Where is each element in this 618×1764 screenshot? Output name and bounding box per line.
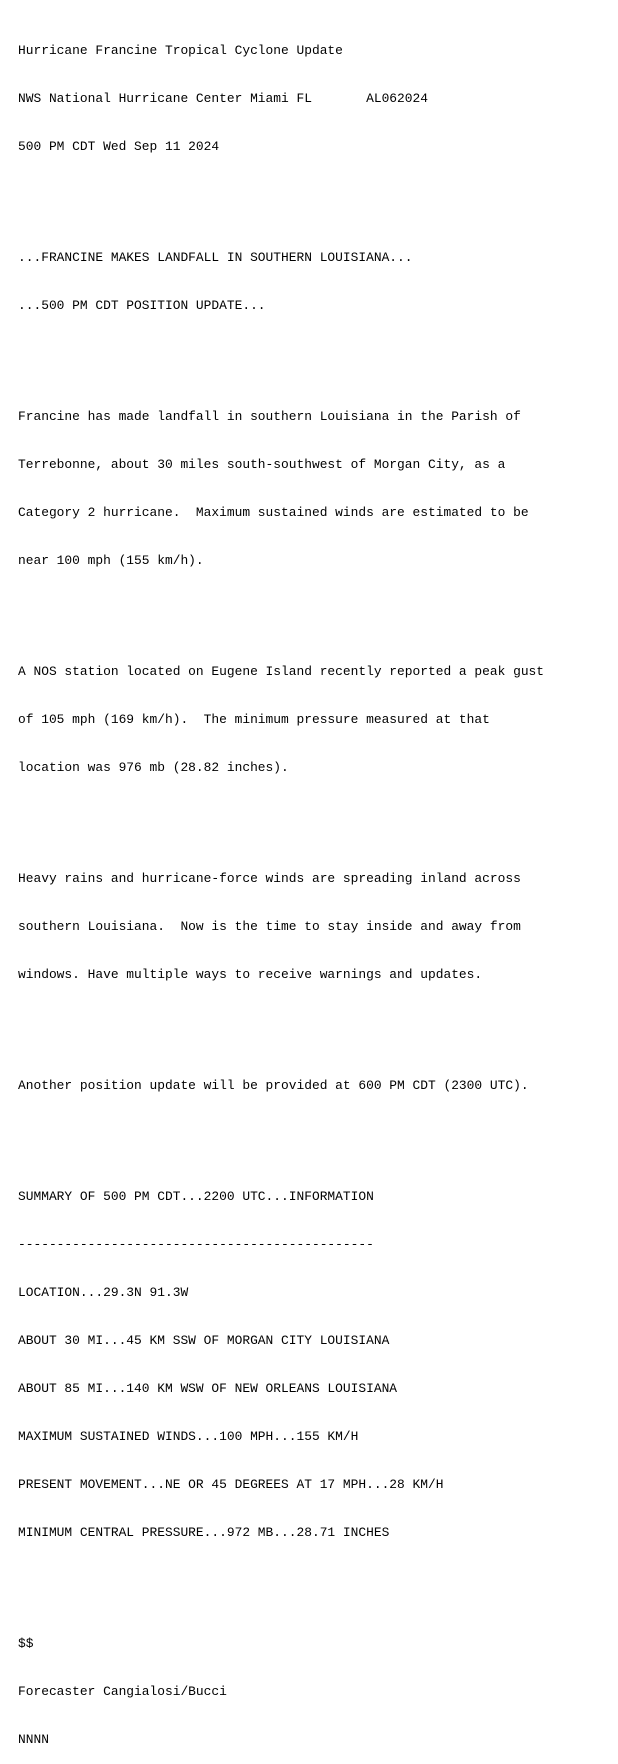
spacer — [18, 601, 614, 616]
summary-min-pressure: MINIMUM CENTRAL PRESSURE...972 MB...28.71 INCHES — [18, 1525, 390, 1540]
issuing-office: NWS National Hurricane Center Miami FL AL062024 — [18, 91, 428, 106]
summary-heading: SUMMARY OF 500 PM CDT...2200 UTC...INFORMATION — [18, 1189, 374, 1204]
observation-paragraph-line: of 105 mph (169 km/h). The minimum pressure measured at that — [18, 712, 490, 727]
summary-rule: ---------------------------------------------- — [18, 1237, 374, 1252]
headline-landfall: ...FRANCINE MAKES LANDFALL IN SOUTHERN LOUISIANA... — [18, 250, 413, 265]
spacer — [18, 1126, 614, 1141]
summary-location: LOCATION...29.3N 91.3W — [18, 1285, 189, 1300]
summary-movement: PRESENT MOVEMENT...NE OR 45 DEGREES AT 17 MPH...28 KM/H — [18, 1477, 444, 1492]
summary-distance-morgan-city: ABOUT 30 MI...45 KM SSW OF MORGAN CITY LOUISIANA — [18, 1333, 390, 1348]
landfall-paragraph-line: Category 2 hurricane. Maximum sustained winds are estimated to be — [18, 505, 529, 520]
spacer — [18, 1573, 614, 1588]
end-of-product: NNNN — [18, 1732, 49, 1747]
summary-distance-new-orleans: ABOUT 85 MI...140 KM WSW OF NEW ORLEANS LOUISIANA — [18, 1381, 398, 1396]
spacer — [18, 187, 614, 202]
issue-time: 500 PM CDT Wed Sep 11 2024 — [18, 139, 220, 154]
summary-max-winds: MAXIMUM SUSTAINED WINDS...100 MPH...155 KM/H — [18, 1429, 359, 1444]
advisory-document — [18, 11, 614, 1764]
landfall-paragraph-line: Terrebonne, about 30 miles south-southwest of Morgan City, as a — [18, 457, 506, 472]
landfall-paragraph-line: Francine has made landfall in southern Louisiana in the Parish of — [18, 409, 521, 424]
end-marker: $$ — [18, 1636, 34, 1651]
spacer — [18, 808, 614, 823]
observation-paragraph-line: location was 976 mb (28.82 inches). — [18, 760, 289, 775]
advisory-title: Hurricane Francine Tropical Cyclone Update — [18, 43, 343, 58]
next-update-line: Another position update will be provided at 600 PM CDT (2300 UTC). — [18, 1078, 529, 1093]
observation-paragraph-line: A NOS station located on Eugene Island recently reported a peak gust — [18, 664, 545, 679]
spacer — [18, 346, 614, 361]
forecaster-signature: Forecaster Cangialosi/Bucci — [18, 1684, 227, 1699]
warning-paragraph-line: southern Louisiana. Now is the time to stay inside and away from — [18, 919, 521, 934]
warning-paragraph-line: windows. Have multiple ways to receive warnings and updates. — [18, 967, 483, 982]
landfall-paragraph-line: near 100 mph (155 km/h). — [18, 553, 204, 568]
headline-position-update: ...500 PM CDT POSITION UPDATE... — [18, 298, 266, 313]
warning-paragraph-line: Heavy rains and hurricane-force winds are spreading inland across — [18, 871, 521, 886]
spacer — [18, 1015, 614, 1030]
